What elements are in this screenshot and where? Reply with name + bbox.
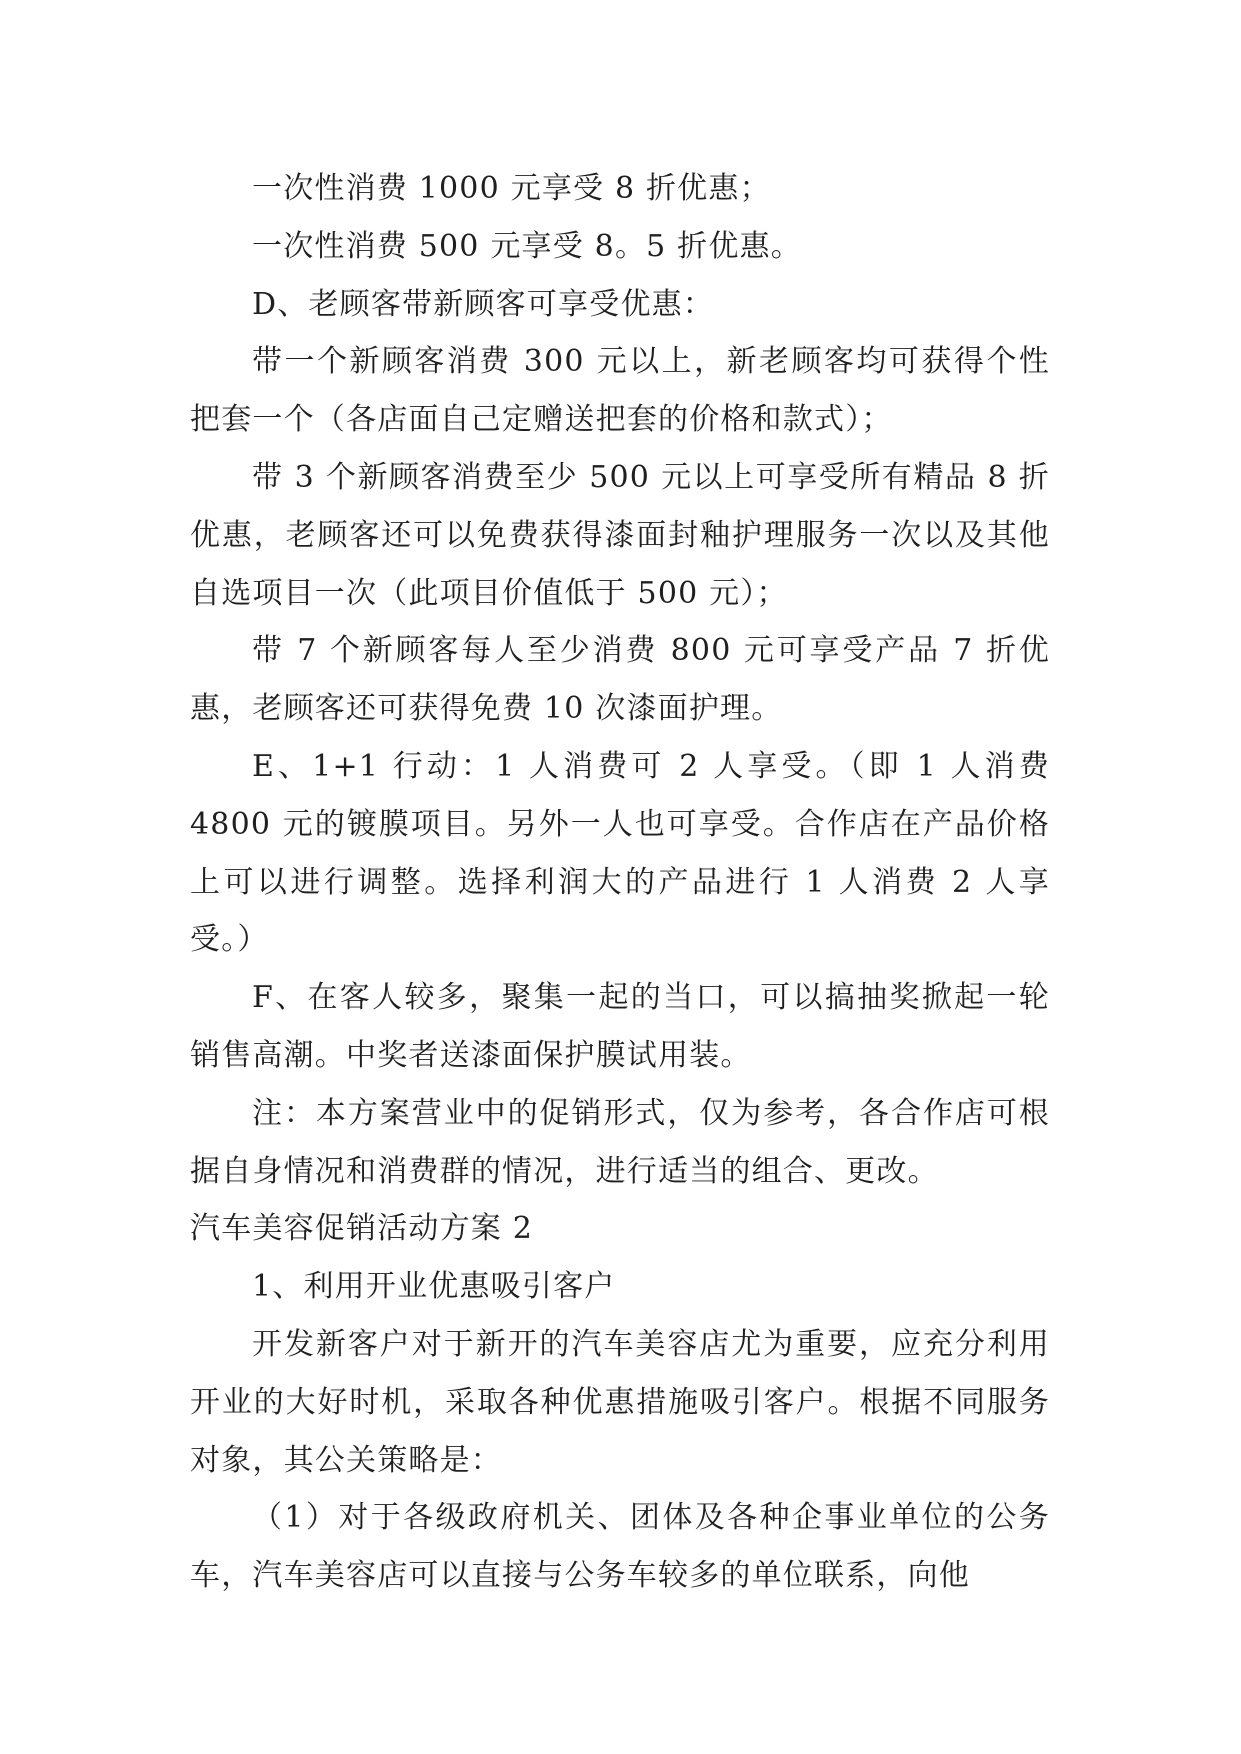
paragraph-section-f: F、在客人较多，聚集一起的当口，可以搞抽奖掀起一轮销售高潮。中奖者送漆面保护膜试用装。	[190, 980, 1050, 1073]
paragraph-government-vehicles: （1）对于各级政府机关、团体及各种企事业单位的公务车，汽车美容店可以直接与公务车较多的单位联系，向他	[190, 1500, 1050, 1594]
paragraph-new-customers: 开发新客户对于新开的汽车美容店尤为重要，应充分利用开业的大好时机，采取各种优惠措施吸引客户。根据不同服务对象，其公关策略是：	[190, 1326, 1050, 1478]
paragraph-seven-new-customers: 带 7 个新顾客每人至少消费 800 元可享受产品 7 折优惠，老顾客还可获得免费 10 次漆面护理。	[190, 633, 1050, 727]
paragraph-discount-500: 一次性消费 500 元享受 8。5 折优惠。	[252, 228, 802, 264]
paragraph-section-e: E、1+1 行动：1 人消费可 2 人享受。（即 1 人消费 4800 元的镀膜项目。另外一人也可享受。合作店在产品价格上可以进行调整。选择利润大的产品进行 1 人消费 2 人享受。）	[190, 748, 1050, 958]
section-heading: 汽车美容促销活动方案 2	[190, 1211, 534, 1247]
document-body	[190, 160, 1050, 1605]
paragraph-note: 注：本方案营业中的促销形式，仅为参考，各合作店可根据自身情况和消费群的情况，进行适当的组合、更改。	[190, 1095, 1050, 1189]
paragraph-item-1: 1、利用开业优惠吸引客户	[252, 1269, 616, 1305]
paragraph-section-d: D、老顾客带新顾客可享受优惠：	[252, 286, 715, 322]
paragraph-three-new-customers: 带 3 个新顾客消费至少 500 元以上可享受所有精品 8 折优惠，老顾客还可以免费获得漆面封釉护理服务一次以及其他自选项目一次（此项目价值低于 500 元）；	[190, 459, 1050, 611]
paragraph-discount-1000: 一次性消费 1000 元享受 8 折优惠；	[252, 171, 771, 206]
paragraph-one-new-customer: 带一个新顾客消费 300 元以上，新老顾客均可获得个性把套一个（各店面自己定赠送把套的价格和款式）；	[190, 344, 1050, 438]
